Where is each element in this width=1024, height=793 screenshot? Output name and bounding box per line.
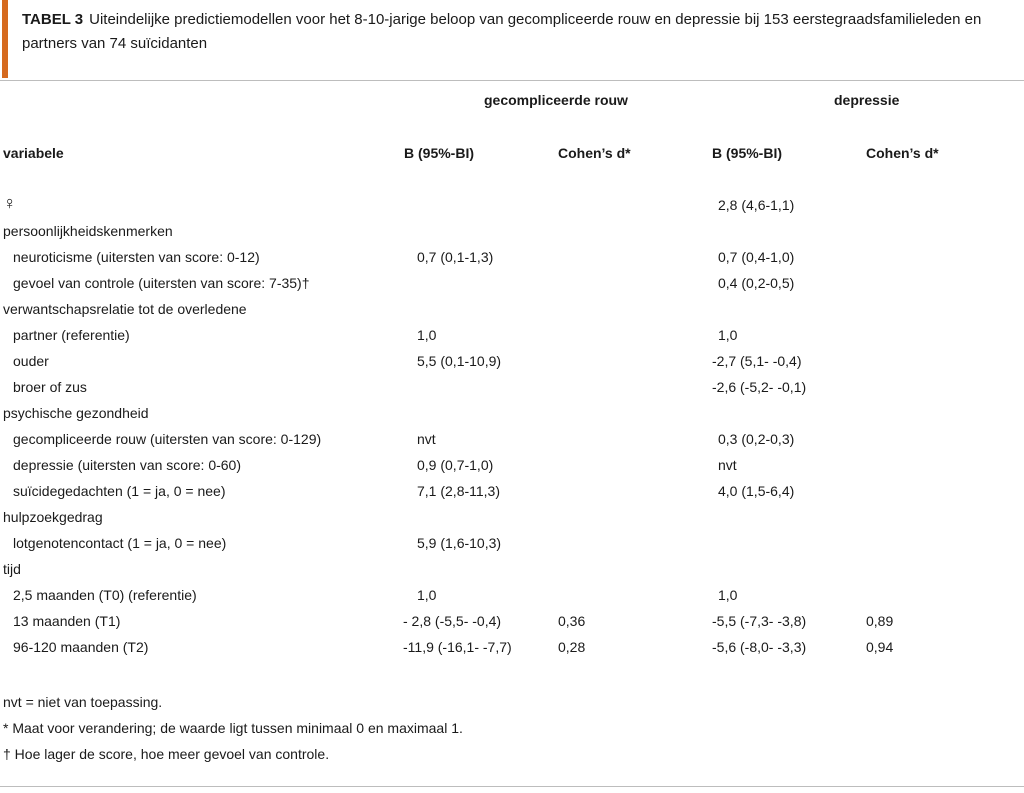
cell-b-depressie: -5,5 (-7,3- -3,8) <box>712 613 807 629</box>
cell-b-depressie: 1,0 <box>718 587 738 603</box>
row-label: suïcidegedachten (1 = ja, 0 = nee) <box>13 483 226 499</box>
caption-text: Uiteindelijke predictiemodellen voor het 8-10-jarige beloop van gecompliceerde rouw en depressie bij 153 eerstegraadsfamilieleden en partners van 74 suïcidanten <box>22 11 982 52</box>
cell-d-rouw: 0,36 <box>558 613 586 629</box>
cell-b-rouw: 7,1 (2,8-11,3) <box>417 483 501 499</box>
cell-d-depressie: 0,89 <box>866 613 894 629</box>
row-label: lotgenotencontact (1 = ja, 0 = nee) <box>13 535 227 551</box>
column-header-variabele: variabele <box>3 145 64 161</box>
row-label: neuroticisme (uitersten van score: 0-12) <box>13 249 260 265</box>
cell-b-rouw: 5,5 (0,1-10,9) <box>417 353 502 369</box>
column-header-d-rouw: Cohen’s d* <box>558 145 631 161</box>
column-header-b-depressie: B (95%-BI) <box>712 145 783 161</box>
cell-b-depressie: 0,4 (0,2-0,5) <box>718 275 795 291</box>
cell-b-depressie: 2,8 (4,6-1,1) <box>718 197 795 213</box>
cell-b-rouw: -11,9 (-16,1- -7,7) <box>403 639 512 655</box>
cell-b-depressie: 4,0 (1,5-6,4) <box>718 483 795 499</box>
cell-b-depressie: 1,0 <box>718 327 738 343</box>
row-group-label: psychische gezondheid <box>3 405 149 421</box>
row-group-label: persoonlijkheidskenmerken <box>3 223 173 239</box>
row-group-label: hulpzoekgedrag <box>3 509 103 525</box>
footnote-controle: † Hoe lager de score, hoe meer gevoel van controle. <box>3 746 330 762</box>
row-label: depressie (uitersten van score: 0-60) <box>13 457 241 473</box>
bottom-rule <box>0 786 1024 787</box>
top-rule <box>0 80 1024 81</box>
cell-b-depressie: -2,6 (-5,2- -0,1) <box>712 379 807 395</box>
group-header-gecompliceerde-rouw: gecompliceerde rouw <box>484 92 628 108</box>
row-group-label: ♀ <box>3 193 17 213</box>
row-label: ouder <box>13 353 49 369</box>
table-label: TABEL 3 <box>22 11 84 28</box>
cell-b-depressie: -2,7 (5,1- -0,4) <box>712 353 802 369</box>
cell-b-rouw: 1,0 <box>417 587 437 603</box>
cell-b-depressie: 0,7 (0,4-1,0) <box>718 249 795 265</box>
row-group-label: verwantschapsrelatie tot de overledene <box>3 301 247 317</box>
row-label: 13 maanden (T1) <box>13 613 121 629</box>
cell-b-depressie: -5,6 (-8,0- -3,3) <box>712 639 807 655</box>
row-label: broer of zus <box>13 379 87 395</box>
cell-b-depressie: nvt <box>718 457 737 473</box>
row-label: gecompliceerde rouw (uitersten van score: 0-129) <box>13 431 322 447</box>
row-label: 2,5 maanden (T0) (referentie) <box>13 587 197 603</box>
row-label: 96-120 maanden (T2) <box>13 639 149 655</box>
row-group-label: tijd <box>3 561 21 577</box>
column-header-d-depressie: Cohen’s d* <box>866 145 939 161</box>
row-label: partner (referentie) <box>13 327 130 343</box>
cell-d-depressie: 0,94 <box>866 639 894 655</box>
cell-b-rouw: 0,9 (0,7-1,0) <box>417 457 494 473</box>
cell-b-rouw: 5,9 (1,6-10,3) <box>417 535 502 551</box>
cell-b-rouw: 1,0 <box>417 327 437 343</box>
cell-b-rouw: - 2,8 (-5,5- -0,4) <box>403 613 502 629</box>
cell-b-rouw: 0,7 (0,1-1,3) <box>417 249 494 265</box>
footnote-cohens-d: * Maat voor verandering; de waarde ligt tussen minimaal 0 en maximaal 1. <box>3 720 463 736</box>
cell-b-depressie: 0,3 (0,2-0,3) <box>718 431 795 447</box>
group-header-depressie: depressie <box>834 92 900 108</box>
cell-b-rouw: nvt <box>417 431 436 447</box>
row-label: gevoel van controle (uitersten van score: 7-35)† <box>13 275 310 291</box>
table-caption <box>2 0 1020 78</box>
footnote-nvt: nvt = niet van toepassing. <box>3 694 163 710</box>
column-header-b-rouw: B (95%-BI) <box>404 145 475 161</box>
cell-d-rouw: 0,28 <box>558 639 586 655</box>
